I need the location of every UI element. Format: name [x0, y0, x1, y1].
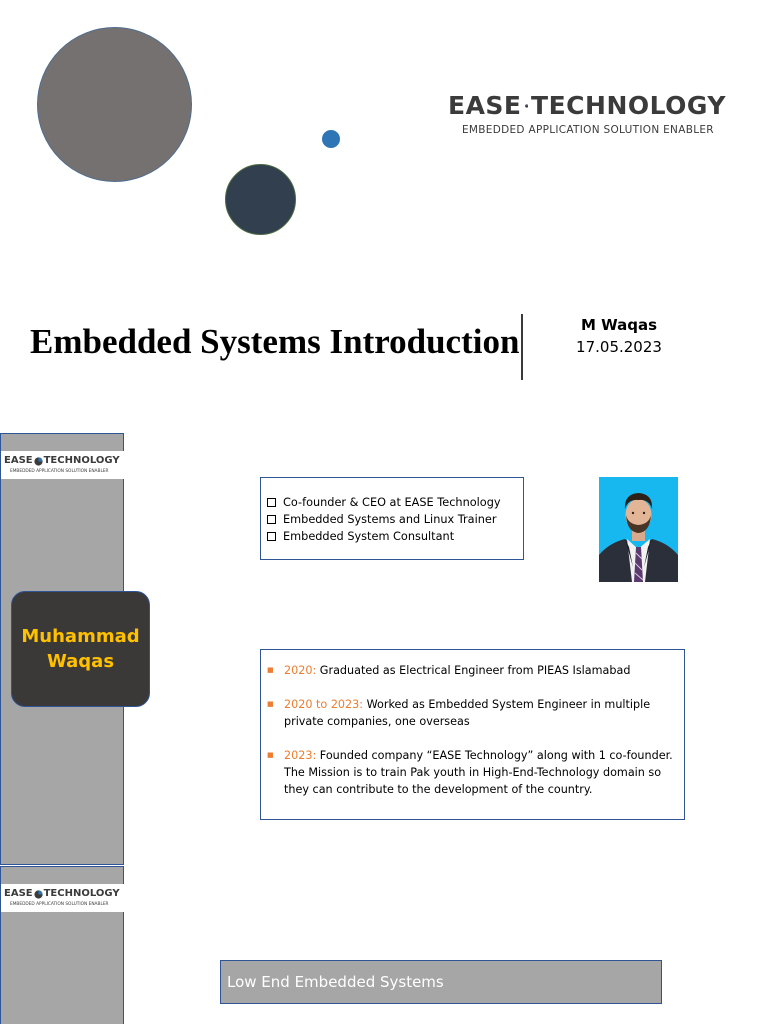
presenter-name: M Waqas: [580, 316, 658, 334]
timeline-item: [267, 662, 676, 679]
section-title: Low End Embedded Systems: [227, 973, 444, 991]
presentation-date: 17.05.2023: [576, 338, 662, 356]
logo-brand-left: EASE: [448, 91, 522, 120]
presentation-title: Embedded Systems Introduction: [30, 322, 520, 361]
person-portrait-icon: [599, 477, 678, 582]
timeline-list: [267, 662, 676, 798]
logo-brand-right: TECHNOLOGY: [43, 455, 120, 466]
half-filled-circle-icon: [34, 457, 43, 466]
section-title-box: [220, 960, 662, 1004]
role-item: Embedded System Consultant: [267, 528, 523, 545]
company-logo: [448, 92, 726, 140]
logo-brand-right: TECHNOLOGY: [531, 91, 726, 120]
logo-brand-right: TECHNOLOGY: [43, 888, 120, 899]
timeline-text: Graduated as Electrical Engineer from PIEAS Islamabad: [316, 664, 631, 677]
role-item: Co-founder & CEO at EASE Technology: [267, 494, 523, 511]
sidebar-logo: [1, 884, 124, 912]
half-filled-circle-icon: [34, 890, 43, 899]
square-bullet-icon: ■: [267, 666, 274, 674]
checkbox-icon: [267, 498, 276, 507]
timeline-text: Founded company “EASE Technology” along with 1 co-founder. The Mission is to train Pak youth in High-End-Technology domain so they can contribute to the development of the country.: [284, 749, 673, 796]
logo-brand-left: EASE: [4, 888, 33, 899]
timeline-year: 2020:: [284, 664, 317, 677]
logo-brand-left: EASE: [4, 455, 33, 466]
decorative-circle-small: [322, 130, 340, 148]
square-bullet-icon: ■: [267, 751, 274, 759]
speaker-name: Muhammad Waqas: [21, 626, 140, 672]
title-slide: [0, 0, 768, 410]
roles-list: [267, 494, 523, 545]
timeline-year: 2023:: [284, 749, 317, 762]
speaker-name-card: [11, 591, 150, 707]
timeline-item: [267, 747, 676, 798]
checkbox-icon: [267, 532, 276, 541]
half-filled-circle-icon: [525, 95, 529, 117]
career-timeline-box: [260, 649, 685, 820]
speaker-photo: [599, 477, 678, 582]
logo-tagline: EMBEDDED APPLICATION SOLUTION ENABLER: [10, 469, 109, 474]
title-divider: [521, 314, 523, 380]
square-bullet-icon: ■: [267, 700, 274, 708]
timeline-item: [267, 696, 676, 730]
decorative-circle-medium: [225, 164, 296, 235]
checkbox-icon: [267, 515, 276, 524]
logo-tagline: EMBEDDED APPLICATION SOLUTION ENABLER: [462, 124, 714, 136]
role-item: Embedded Systems and Linux Trainer: [267, 511, 523, 528]
decorative-circle-large: [37, 27, 192, 182]
sidebar-logo: [1, 451, 124, 479]
logo-tagline: EMBEDDED APPLICATION SOLUTION ENABLER: [10, 902, 109, 907]
timeline-text: Worked as Embedded System Engineer in multiple private companies, one overseas: [284, 698, 651, 728]
roles-box: [260, 477, 524, 560]
timeline-year: 2020 to 2023:: [284, 698, 364, 711]
